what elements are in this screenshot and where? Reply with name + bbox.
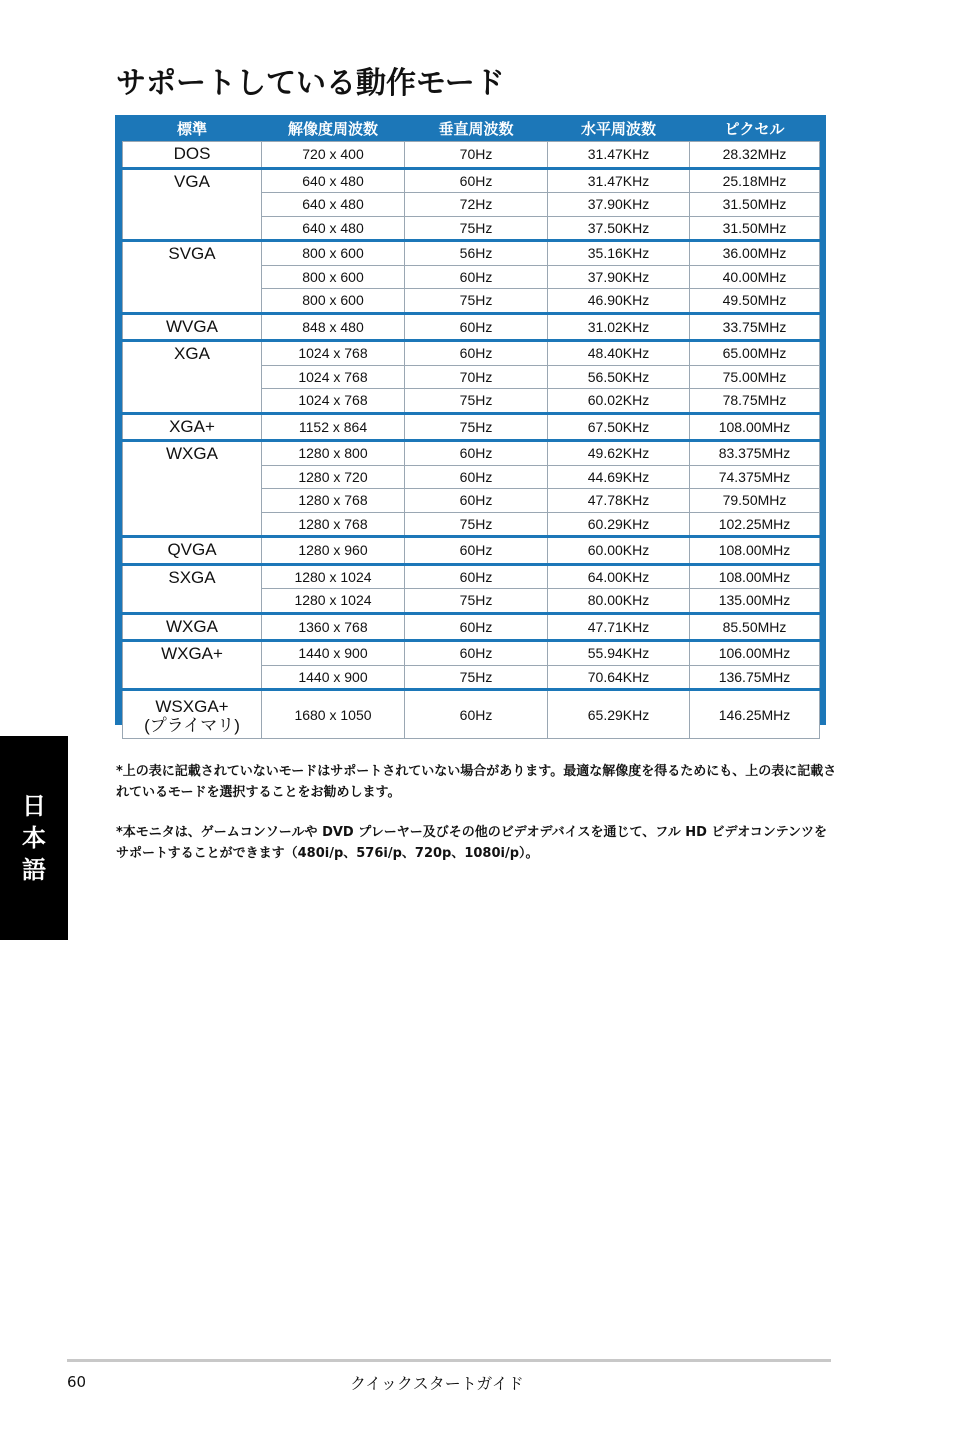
- resolution-cell: 1680 x 1050: [262, 690, 405, 739]
- standard-label: WXGA: [166, 616, 218, 636]
- horizontal-frequency-cell: 47.78KHz: [548, 489, 690, 513]
- standard-label: WVGA: [166, 316, 218, 336]
- resolution-cell: 1024 x 768: [262, 365, 405, 389]
- resolution-cell: 1360 x 768: [262, 613, 405, 641]
- footer-guide-title: クイックスタートガイド: [350, 1374, 524, 1393]
- vertical-frequency-cell: 70Hz: [405, 365, 548, 389]
- footer-divider: [67, 1359, 831, 1362]
- standard-label: DOS: [173, 144, 211, 163]
- horizontal-frequency-cell: 80.00KHz: [548, 589, 690, 614]
- pixel-clock-cell: 108.00MHz: [690, 564, 820, 589]
- pixel-clock-cell: 31.50MHz: [690, 193, 820, 217]
- pixel-clock-cell: 78.75MHz: [690, 389, 820, 414]
- vertical-frequency-cell: 75Hz: [405, 512, 548, 537]
- horizontal-frequency-cell: 31.47KHz: [548, 168, 690, 193]
- pixel-clock-cell: 31.50MHz: [690, 216, 820, 241]
- modes-table-frame: [115, 115, 826, 735]
- pixel-clock-cell: 102.25MHz: [690, 512, 820, 537]
- pixel-clock-cell: 108.00MHz: [690, 413, 820, 441]
- pixel-clock-cell: 25.18MHz: [690, 168, 820, 193]
- sidebar-char: 語: [22, 856, 46, 884]
- horizontal-frequency-cell: 55.94KHz: [548, 641, 690, 666]
- resolution-cell: 1280 x 960: [262, 537, 405, 565]
- vertical-frequency-cell: 60Hz: [405, 641, 548, 666]
- table-row: [123, 313, 820, 341]
- standard-cell: [123, 537, 262, 565]
- vertical-frequency-cell: 60Hz: [405, 265, 548, 289]
- horizontal-frequency-cell: 60.29KHz: [548, 512, 690, 537]
- standard-cell: [123, 413, 262, 441]
- pixel-clock-cell: 28.32MHz: [690, 142, 820, 169]
- header-horizontal-frequency: 水平周波数: [580, 119, 656, 138]
- standard-cell: [123, 441, 262, 537]
- pixel-clock-cell: 85.50MHz: [690, 613, 820, 641]
- pixel-clock-cell: 65.00MHz: [690, 341, 820, 366]
- standard-label: WXGA+: [161, 644, 223, 663]
- vertical-frequency-cell: 60Hz: [405, 564, 548, 589]
- standard-cell: [123, 241, 262, 314]
- table-row: [123, 241, 820, 266]
- vertical-frequency-cell: 72Hz: [405, 193, 548, 217]
- header-standard: 標準: [176, 119, 207, 138]
- header-resolution: 解像度周波数: [287, 119, 378, 138]
- vertical-frequency-cell: 75Hz: [405, 589, 548, 614]
- horizontal-frequency-cell: 46.90KHz: [548, 289, 690, 314]
- resolution-cell: 1280 x 768: [262, 489, 405, 513]
- horizontal-frequency-cell: 31.47KHz: [548, 142, 690, 169]
- page-number: 60: [67, 1373, 87, 1391]
- note-unsupported-modes: *上の表に記載されていないモードはサポートされていない場合があります。最適な解像度を得るためにも、上の表に記載されているモードを選択することをお勧めします。: [116, 764, 837, 800]
- standard-cell: [123, 564, 262, 613]
- supported-modes-table: [122, 115, 820, 739]
- standard-cell: [123, 690, 262, 739]
- table-body: [123, 142, 820, 739]
- horizontal-frequency-cell: 65.29KHz: [548, 690, 690, 739]
- pixel-clock-cell: 74.375MHz: [690, 465, 820, 489]
- resolution-cell: 1280 x 768: [262, 512, 405, 537]
- pixel-clock-cell: 106.00MHz: [690, 641, 820, 666]
- vertical-frequency-cell: 60Hz: [405, 441, 548, 466]
- table-row: [123, 441, 820, 466]
- pixel-clock-cell: 49.50MHz: [690, 289, 820, 314]
- horizontal-frequency-cell: 44.69KHz: [548, 465, 690, 489]
- vertical-frequency-cell: 60Hz: [405, 168, 548, 193]
- pixel-clock-cell: 108.00MHz: [690, 537, 820, 565]
- standard-label: XGA+: [169, 416, 215, 436]
- standard-label: WSXGA+: [155, 696, 229, 716]
- vertical-frequency-cell: 75Hz: [405, 413, 548, 441]
- pixel-clock-cell: 135.00MHz: [690, 589, 820, 614]
- vertical-frequency-cell: 60Hz: [405, 313, 548, 341]
- resolution-cell: 1024 x 768: [262, 389, 405, 414]
- header-vertical-frequency: 垂直周波数: [438, 119, 514, 138]
- vertical-frequency-cell: 75Hz: [405, 289, 548, 314]
- vertical-frequency-cell: 70Hz: [405, 142, 548, 169]
- note-full-hd-support: *本モニタは、ゲームコンソールや DVD プレーヤー及びその他のビデオデバイスを通じて、フル HD ビデオコンテンツをサポートすることができます（480i/p、576i/p、720p、1080i/p）。: [116, 825, 828, 861]
- standard-cell: [123, 313, 262, 341]
- standard-label: SVGA: [168, 244, 216, 263]
- horizontal-frequency-cell: 56.50KHz: [548, 365, 690, 389]
- standard-cell: [123, 341, 262, 414]
- horizontal-frequency-cell: 60.00KHz: [548, 537, 690, 565]
- table-row: [123, 341, 820, 366]
- horizontal-frequency-cell: 67.50KHz: [548, 413, 690, 441]
- vertical-frequency-cell: 56Hz: [405, 241, 548, 266]
- resolution-cell: 1152 x 864: [262, 413, 405, 441]
- table-row: [123, 537, 820, 565]
- resolution-cell: 1280 x 1024: [262, 589, 405, 614]
- table-row: [123, 142, 820, 169]
- resolution-cell: 800 x 600: [262, 241, 405, 266]
- pixel-clock-cell: 40.00MHz: [690, 265, 820, 289]
- resolution-cell: 640 x 480: [262, 168, 405, 193]
- vertical-frequency-cell: 60Hz: [405, 613, 548, 641]
- horizontal-frequency-cell: 70.64KHz: [548, 665, 690, 690]
- pixel-clock-cell: 79.50MHz: [690, 489, 820, 513]
- pixel-clock-cell: 33.75MHz: [690, 313, 820, 341]
- pixel-clock-cell: 36.00MHz: [690, 241, 820, 266]
- resolution-cell: 1440 x 900: [262, 641, 405, 666]
- vertical-frequency-cell: 60Hz: [405, 465, 548, 489]
- standard-label: WXGA: [166, 444, 218, 463]
- horizontal-frequency-cell: 47.71KHz: [548, 613, 690, 641]
- resolution-cell: 1440 x 900: [262, 665, 405, 690]
- vertical-frequency-cell: 60Hz: [405, 341, 548, 366]
- horizontal-frequency-cell: 35.16KHz: [548, 241, 690, 266]
- horizontal-frequency-cell: 37.90KHz: [548, 193, 690, 217]
- vertical-frequency-cell: 60Hz: [405, 537, 548, 565]
- resolution-cell: 800 x 600: [262, 289, 405, 314]
- standard-cell: [123, 613, 262, 641]
- pixel-clock-cell: 146.25MHz: [690, 690, 820, 739]
- resolution-cell: 1280 x 720: [262, 465, 405, 489]
- standard-label: VGA: [174, 171, 210, 191]
- pixel-clock-cell: 136.75MHz: [690, 665, 820, 690]
- horizontal-frequency-cell: 48.40KHz: [548, 341, 690, 366]
- resolution-cell: 640 x 480: [262, 193, 405, 217]
- standard-cell: [123, 168, 262, 241]
- resolution-cell: 1280 x 800: [262, 441, 405, 466]
- table-row: [123, 613, 820, 641]
- sidebar-char: 日: [22, 792, 46, 820]
- horizontal-frequency-cell: 37.50KHz: [548, 216, 690, 241]
- standard-label: (プライマリ): [144, 715, 240, 735]
- resolution-cell: 1024 x 768: [262, 341, 405, 366]
- pixel-clock-cell: 75.00MHz: [690, 365, 820, 389]
- horizontal-frequency-cell: 60.02KHz: [548, 389, 690, 414]
- table-row: [123, 641, 820, 666]
- vertical-frequency-cell: 75Hz: [405, 216, 548, 241]
- standard-label: QVGA: [167, 540, 217, 559]
- standard-cell: [123, 641, 262, 690]
- page-title: サポートしている動作モード: [116, 66, 505, 101]
- standard-label: SXGA: [168, 567, 216, 587]
- header-pixel-clock: ピクセル: [724, 119, 785, 138]
- standard-cell: [123, 142, 262, 169]
- language-sidebar-tab: [0, 736, 68, 940]
- horizontal-frequency-cell: 37.90KHz: [548, 265, 690, 289]
- table-header-row: [123, 115, 820, 142]
- table-row: [123, 564, 820, 589]
- resolution-cell: 1280 x 1024: [262, 564, 405, 589]
- resolution-cell: 640 x 480: [262, 216, 405, 241]
- table-row: [123, 168, 820, 193]
- vertical-frequency-cell: 60Hz: [405, 489, 548, 513]
- table-row: [123, 413, 820, 441]
- horizontal-frequency-cell: 31.02KHz: [548, 313, 690, 341]
- pixel-clock-cell: 83.375MHz: [690, 441, 820, 466]
- resolution-cell: 720 x 400: [262, 142, 405, 169]
- vertical-frequency-cell: 75Hz: [405, 665, 548, 690]
- vertical-frequency-cell: 60Hz: [405, 690, 548, 739]
- table-row: [123, 690, 820, 739]
- vertical-frequency-cell: 75Hz: [405, 389, 548, 414]
- resolution-cell: 800 x 600: [262, 265, 405, 289]
- standard-label: XGA: [174, 344, 210, 363]
- horizontal-frequency-cell: 49.62KHz: [548, 441, 690, 466]
- sidebar-char: 本: [22, 824, 46, 852]
- resolution-cell: 848 x 480: [262, 313, 405, 341]
- horizontal-frequency-cell: 64.00KHz: [548, 564, 690, 589]
